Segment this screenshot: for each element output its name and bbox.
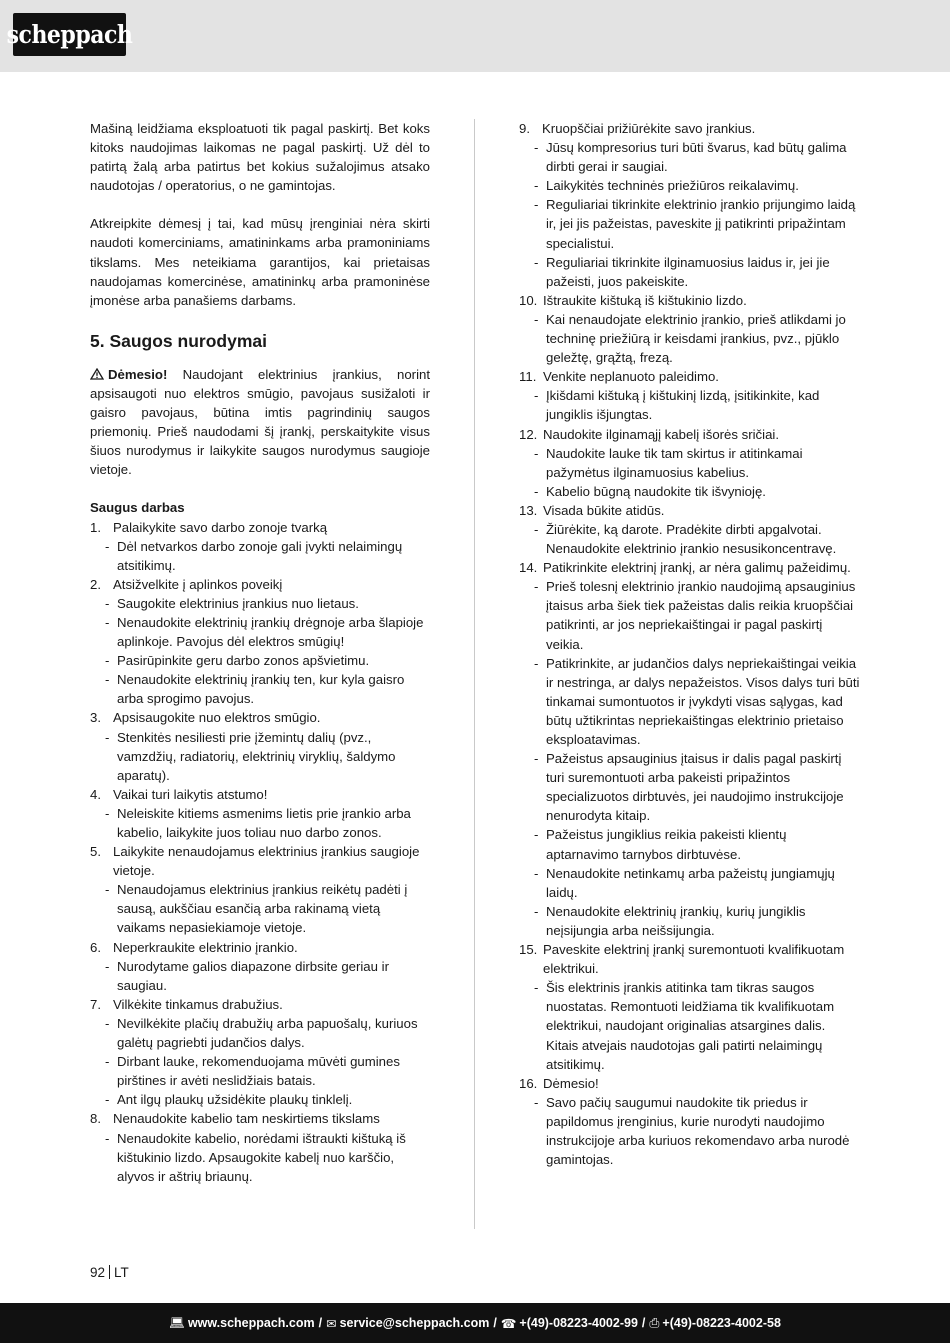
sub-item-text: Laikykitės techninės priežiūros reikalavimų. bbox=[546, 178, 799, 194]
dash-bullet: - bbox=[534, 655, 539, 671]
item-text: Patikrinkite elektrinį įrankį, ar nėra galimų pažeidimų. bbox=[543, 560, 851, 576]
sub-item-text: Ant ilgų plaukų užsidėkite plaukų tinklelį. bbox=[117, 1092, 353, 1108]
dash-bullet: - bbox=[534, 311, 539, 327]
page-number-footer bbox=[90, 1265, 129, 1280]
numbered-item bbox=[90, 518, 430, 537]
sub-item bbox=[519, 825, 861, 863]
dash-bullet: - bbox=[534, 579, 539, 595]
item-text: Laikykite nenaudojamus elektrinius įrankius saugioje vietoje. bbox=[113, 844, 420, 879]
sub-item bbox=[90, 613, 430, 651]
dash-bullet: - bbox=[534, 865, 539, 881]
item-text: Palaikykite savo darbo zonoje tvarką bbox=[113, 519, 328, 535]
sub-item-text: Neleiskite kitiems asmenims lietis prie įrankio arba kabelio, laikykite juos toliau nuo darbo zonos. bbox=[117, 805, 411, 840]
subsection-title: Saugus darbas bbox=[90, 500, 185, 516]
item-text: Kruopščiai prižiūrėkite savo įrankius. bbox=[542, 121, 756, 136]
sub-item bbox=[90, 1129, 430, 1186]
safety-list-right bbox=[519, 119, 861, 1169]
sub-item-text: Prieš tolesnį elektrinio įrankio naudojimą apsauginius įtaisus arba šiek tiek pažeistas dalis reikia kruopščiai patikrinti, ar jos nepriekaištingai ir pagal paskirtį veikia. bbox=[546, 579, 856, 652]
sub-item bbox=[90, 1014, 430, 1052]
fax-icon: ⎙ bbox=[649, 1315, 660, 1330]
dash-bullet: - bbox=[105, 958, 110, 974]
sub-item bbox=[519, 864, 861, 902]
sub-item-text: Šis elektrinis įrankis atitinka tam tikras saugos nuostatas. Remontuoti leidžiama tik kvalifikuotam elektrikui, naudojant originalias atsargines dalis. Kitais atvejais naudotojas gali patirti nelaimingų atsitikimų. bbox=[546, 980, 835, 1072]
dash-bullet: - bbox=[534, 178, 539, 194]
sub-item-text: Pasirūpinkite geru darbo zonos apšvietimu. bbox=[117, 653, 370, 669]
sub-item-text: Nenaudokite elektrinių įrankių, kurių jungiklis neįsijungia arba neišsijungia. bbox=[546, 903, 806, 938]
dash-bullet: - bbox=[534, 1094, 539, 1110]
footer-separator: / bbox=[641, 1316, 646, 1330]
sub-item bbox=[519, 520, 861, 558]
item-text: Apsisaugokite nuo elektros smūgio. bbox=[113, 710, 321, 726]
numbered-item bbox=[90, 575, 430, 594]
sub-item-text: Įkišdami kištuką į kištukinį lizdą, įsitikinkite, kad jungiklis išjungtas. bbox=[546, 388, 820, 423]
sub-item bbox=[519, 386, 861, 424]
dash-bullet: - bbox=[534, 483, 539, 499]
item-number: 5. bbox=[90, 844, 101, 860]
footer-fax: +(49)-08223-4002-58 bbox=[662, 1316, 781, 1330]
dash-bullet: - bbox=[105, 1054, 110, 1070]
sub-item-text: Jūsų kompresorius turi būti švarus, kad būtų galima dirbti gerai ir saugiai. bbox=[546, 140, 847, 175]
sub-item bbox=[90, 670, 430, 708]
numbered-item bbox=[90, 995, 430, 1014]
sub-item bbox=[519, 749, 861, 825]
sub-item bbox=[519, 482, 861, 501]
section-title: 5. Saugos nurodymai bbox=[90, 330, 267, 351]
item-number: 7. bbox=[90, 996, 101, 1012]
page-number: 92 bbox=[90, 1265, 106, 1280]
item-number: 1. bbox=[90, 519, 101, 535]
numbered-item bbox=[519, 425, 861, 444]
dash-bullet: - bbox=[105, 805, 110, 821]
dash-bullet: - bbox=[105, 538, 110, 554]
dash-bullet: - bbox=[534, 980, 539, 996]
dash-bullet: - bbox=[105, 595, 110, 611]
sub-item-text: Naudokite lauke tik tam skirtus ir atitinkamai pažymėtus ilginamuosius kabelius. bbox=[546, 445, 803, 480]
sub-item bbox=[519, 253, 861, 291]
item-text: Naudokite ilginamąjį kabelį išorės sričiai. bbox=[543, 426, 780, 442]
contact-footer bbox=[0, 1303, 950, 1343]
warning-label: Dėmesio! bbox=[108, 366, 168, 382]
footer-phone: +(49)-08223-4002-99 bbox=[519, 1316, 638, 1330]
numbered-item bbox=[519, 367, 861, 386]
item-number: 11. bbox=[519, 369, 537, 385]
item-text: Ištraukite kištuką iš kištukinio lizdo. bbox=[543, 292, 747, 308]
item-number: 13. bbox=[519, 502, 538, 518]
footer-separator: / bbox=[318, 1316, 323, 1330]
sub-item bbox=[519, 978, 861, 1073]
sub-item-text: Saugokite elektrinius įrankius nuo lietaus. bbox=[117, 595, 359, 611]
sub-item bbox=[519, 902, 861, 940]
dash-bullet: - bbox=[105, 1092, 110, 1108]
sub-item-text: Patikrinkite, ar judančios dalys nepriekaištingai veikia ir nestringa, ar dalys nepažeistos. Visos dalys turi būti tinkamai sumontuotos ir įvykdyti visas sąlygas, kad būtų užtikrintas nepriekaištingas elektrinio prietaiso eksploatavimas. bbox=[546, 655, 860, 747]
sub-item bbox=[90, 880, 430, 937]
sub-item bbox=[90, 594, 430, 613]
warning-text: Naudojant elektrinius įrankius, norint apsisaugoti nuo elektros smūgio, pavojaus susižaloti ir gaisro pavojaus, būtina imtis pagrindinių saugos priemonių. Prieš naudodami šį įrankį, perskaitykite visus šiuos nurodymus ir laikykite saugos nurodymus saugioje vietoje. bbox=[90, 366, 430, 478]
item-text: Nenaudokite kabelio tam neskirtiems tikslams bbox=[113, 1111, 380, 1127]
mail-icon: ✉︎ bbox=[326, 1316, 337, 1331]
dash-bullet: - bbox=[534, 827, 539, 843]
sub-item bbox=[90, 957, 430, 995]
dash-bullet: - bbox=[105, 729, 110, 745]
item-number: 14. bbox=[519, 560, 538, 576]
sub-item-text: Nurodytame galios diapazone dirbsite geriau ir saugiau. bbox=[117, 958, 389, 993]
sub-item bbox=[519, 176, 861, 195]
item-number: 4. bbox=[90, 786, 101, 802]
sub-item-text: Nenaudokite elektrinių įrankių drėgnoje arba šlapioje aplinkoje. Pavojus dėl elektros smūgių! bbox=[117, 614, 424, 650]
sub-item-text: Nenaudokite elektrinių įrankių ten, kur kyla gaisro arba sprogimo pavojus. bbox=[117, 672, 405, 707]
sub-item-text: Nenaudojamus elektrinius įrankius reikėtų padėti į sausą, aukščiau esančią arba rakinamą vietą vaikams nepasiekiamoje vietoje. bbox=[117, 882, 408, 936]
intro-paragraph-2: Atkreipkite dėmesį į tai, kad mūsų įrenginiai nėra skirti naudoti komerciniams, amatininkams arba pramoniniams tikslams. Mes neteikiama garantijos, kai prietaisas naudojamas komercinėse, amatininkų arba pramoninėse įmonėse arba panašiems darbams. bbox=[90, 216, 430, 308]
scheppach-logo bbox=[6, 13, 133, 56]
sub-item-text: Dėl netvarkos darbo zonoje gali įvykti nelaimingų atsitikimų. bbox=[117, 538, 403, 573]
column-divider bbox=[474, 119, 475, 1229]
item-text: Paveskite elektrinį įrankį suremontuoti kvalifikuotam elektrikui. bbox=[543, 942, 845, 977]
page-language: LT bbox=[114, 1265, 129, 1280]
sub-item-text: Pažeistus jungiklius reikia pakeisti klientų aptarnavimo tarnybos dirbtuvėse. bbox=[546, 827, 787, 862]
item-text: Neperkraukite elektrinio įrankio. bbox=[113, 939, 298, 955]
item-number: 10. bbox=[519, 292, 538, 308]
sub-item bbox=[90, 728, 430, 785]
sub-item-text: Kai nenaudojate elektrinio įrankio, prieš atlikdami jo techninę priežiūrą ir keisdami įrankius, pvz., pjūklo geležtę, grąžtą, frezą. bbox=[546, 311, 846, 366]
dash-bullet: - bbox=[105, 672, 110, 688]
numbered-item bbox=[90, 938, 430, 957]
dash-bullet: - bbox=[534, 751, 539, 767]
numbered-item bbox=[90, 1109, 430, 1128]
item-number: 8. bbox=[90, 1111, 101, 1127]
logo-text: scheppach bbox=[6, 19, 133, 50]
sub-item bbox=[90, 651, 430, 670]
item-number: 12. bbox=[519, 426, 538, 442]
dash-bullet: - bbox=[534, 197, 539, 213]
page-header bbox=[0, 0, 950, 72]
computer-icon: 💻︎ bbox=[169, 1315, 185, 1330]
dash-bullet: - bbox=[105, 653, 110, 669]
sub-item-text: Pažeistus apsauginius įtaisus ir dalis pagal paskirtį turi suremontuoti arba pakeisti pripažintos specializuotos dirbtuvės, jei naudojimo instrukcijoje nenurodyta kitaip. bbox=[546, 751, 844, 824]
numbered-item bbox=[90, 785, 430, 804]
sub-item-text: Savo pačių saugumui naudokite tik priedus ir papildomus įrenginius, kurie nurodyti naudojimo instrukcijoje arba kuriuos rekomendavo arba nurodė gamintojas. bbox=[546, 1094, 850, 1168]
item-text: Vaikai turi laikytis atstumo! bbox=[113, 786, 268, 802]
numbered-item bbox=[519, 940, 861, 978]
item-text: Venkite neplanuoto paleidimo. bbox=[543, 369, 719, 385]
sub-item bbox=[519, 577, 861, 653]
warning-paragraph bbox=[90, 365, 430, 480]
sub-item bbox=[519, 654, 861, 749]
warning-triangle-icon bbox=[90, 368, 104, 380]
footer-separator: / bbox=[493, 1316, 497, 1330]
sub-item-text: Nevilkėkite plačių drabužių arba papuošalų, kuriuos galėtų pagriebti judančios dalys. bbox=[117, 1015, 418, 1051]
dash-bullet: - bbox=[105, 882, 110, 898]
dash-bullet: - bbox=[105, 1130, 110, 1146]
phone-icon: ☎︎ bbox=[500, 1316, 517, 1331]
sub-item-text: Reguliariai tikrinkite ilginamuosius laidus ir, jei jie pažeisti, juos pakeiskite. bbox=[546, 254, 830, 289]
numbered-item bbox=[90, 842, 430, 880]
sub-item bbox=[519, 195, 861, 252]
numbered-item bbox=[519, 119, 861, 138]
sub-item bbox=[90, 1052, 430, 1090]
sub-item-text: Reguliariai tikrinkite elektrinio įrankio prijungimo laidą ir, jei jis pažeistas, paveskite jį patikrinti pripažintam specialistui. bbox=[546, 197, 856, 251]
footer-website[interactable]: www.scheppach.com bbox=[187, 1316, 315, 1330]
page-separator bbox=[109, 1265, 110, 1279]
sub-item bbox=[90, 537, 430, 575]
dash-bullet: - bbox=[534, 254, 539, 270]
item-text: Atsižvelkite į aplinkos poveikį bbox=[113, 576, 283, 592]
sub-item-text: Kabelio būgną naudokite tik išvynioję. bbox=[546, 483, 766, 499]
safety-list-left bbox=[90, 518, 430, 1186]
item-number: 6. bbox=[90, 939, 101, 955]
intro-paragraph-1: Mašiną leidžiama eksploatuoti tik pagal paskirtį. Bet koks kitoks naudojimas laikomas ne pagal paskirtį. Už dėl to patirtą žalą arba patirtus bet kokius sužalojimus atsako naudotojas / operatorius, o ne gamintojas. bbox=[90, 121, 430, 194]
dash-bullet: - bbox=[534, 903, 539, 919]
item-number: 2. bbox=[90, 576, 101, 592]
sub-item-text: Nenaudokite kabelio, norėdami ištraukti kištuką iš kištukinio lizdo. Apsaugokite kabelį nuo karščio, alyvos ir aštrių briaunų. bbox=[117, 1130, 406, 1184]
numbered-item bbox=[519, 558, 861, 577]
numbered-item bbox=[519, 501, 861, 520]
sub-item-text: Žiūrėkite, ką darote. Pradėkite dirbti apgalvotai. Nenaudokite elektrinio įrankio nesusikoncentravę. bbox=[546, 521, 837, 557]
dash-bullet: - bbox=[105, 614, 110, 630]
item-number: 15. bbox=[519, 942, 538, 958]
sub-item bbox=[519, 310, 861, 367]
numbered-item bbox=[519, 1074, 861, 1093]
sub-item bbox=[519, 1093, 861, 1169]
sub-item-text: Stenkitės nesiliesti prie įžemintų dalių (pvz., vamzdžių, radiatorių, elektrinių viryklių, šaldymo aparatų). bbox=[117, 729, 396, 783]
dash-bullet: - bbox=[534, 140, 539, 156]
dash-bullet: - bbox=[534, 445, 539, 461]
sub-item bbox=[519, 444, 861, 482]
sub-item bbox=[90, 1090, 430, 1109]
item-number: 9. bbox=[519, 121, 530, 136]
item-number: 3. bbox=[90, 710, 101, 726]
item-text: Visada būkite atidūs. bbox=[543, 502, 665, 518]
sub-item-text: Dirbant lauke, rekomenduojama mūvėti gumines pirštines ir avėti neslidžiais batais. bbox=[117, 1054, 400, 1089]
sub-item bbox=[519, 138, 861, 176]
dash-bullet: - bbox=[534, 521, 539, 537]
item-text: Dėmesio! bbox=[543, 1075, 599, 1091]
dash-bullet: - bbox=[105, 1015, 110, 1031]
dash-bullet: - bbox=[534, 388, 539, 404]
right-column bbox=[519, 119, 861, 1169]
left-column bbox=[90, 119, 430, 1186]
numbered-item bbox=[90, 708, 430, 727]
item-text: Vilkėkite tinkamus drabužius. bbox=[113, 996, 283, 1012]
numbered-item bbox=[519, 291, 861, 310]
item-number: 16. bbox=[519, 1075, 538, 1091]
sub-item-text: Nenaudokite netinkamų arba pažeistų jungiamųjų laidų. bbox=[546, 865, 835, 900]
sub-item bbox=[90, 804, 430, 842]
footer-email[interactable]: service@scheppach.com bbox=[339, 1316, 490, 1330]
